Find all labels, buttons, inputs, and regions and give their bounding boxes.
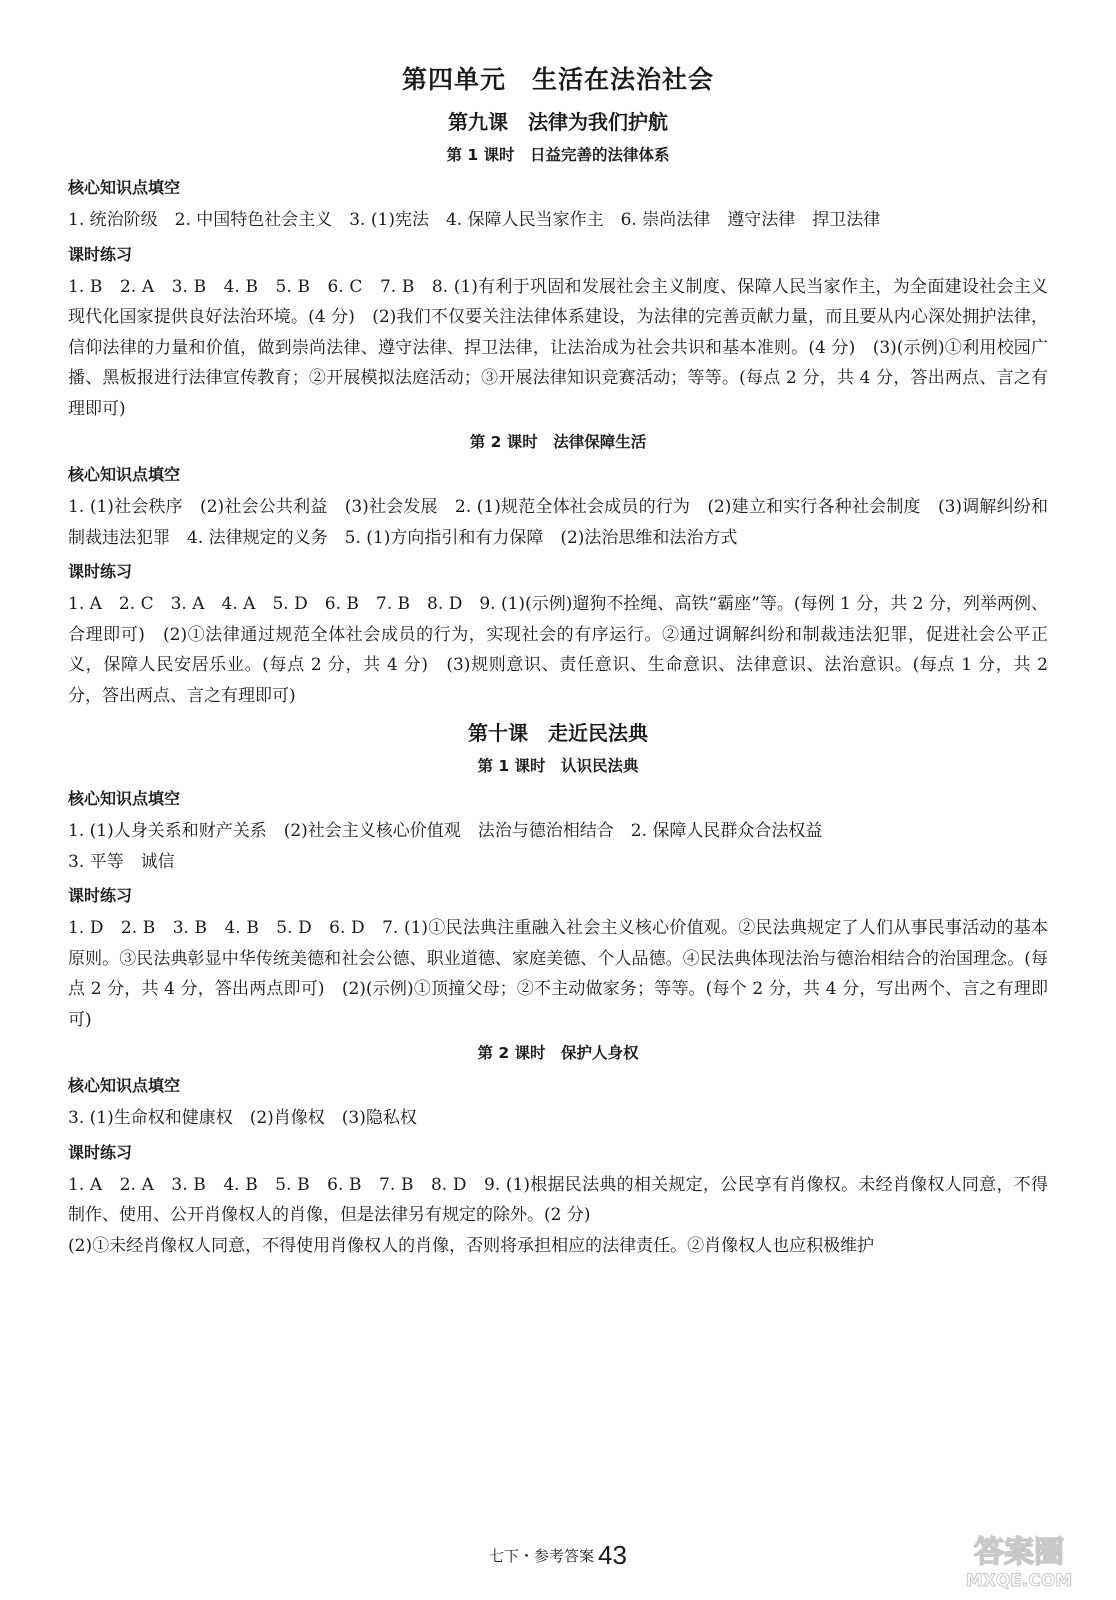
section-label: 课时练习 xyxy=(68,1142,133,1162)
watermark-top-text: 答案圈 xyxy=(974,1535,1064,1570)
answer-text: 1. A 2. A 3. B 4. B 5. B 6. B 7. B 8. D 9. (1)根据民法典的相关规定，公民享有肖像权。未经肖像权人同意，不得制作、使用、公开肖像权人的肖像，但是法律另有规定的除外。(2 分) (2)①未经肖像权人同意，不得使用肖像权人的肖像，否则将承担相应的法律责任。②肖像权人也应积极维护 xyxy=(68,1174,1048,1256)
page-number: 43 xyxy=(598,1540,627,1570)
section-label: 核心知识点填空 xyxy=(68,178,181,197)
lesson-title: 第九课 法律为我们护航 xyxy=(448,110,668,134)
answer-text: 1. B 2. A 3. B 4. B 5. B 6. C 7. B 8. (1)有利于巩固和发展社会主义制度、保障人民当家作主，为全面建设社会主义现代化国家提供良好法治环境。(4 分) (2)我们不仅要关注法律体系建设，为法律的完善贡献力量，而且要从内心深处拥护法律，信仰法律的力量和价值，做到崇尚法律、遵守法律、捍卫法律，让法治成为社会共识和基本准则。(4 分) (3)(示例)①利用校园广播、黑板报进行法律宣传教育；②开展模拟法庭活动；③开展法律知识竞赛活动；等等。(每点 2 分，共 4 分，答出两点、言之有理即可) xyxy=(68,276,1048,419)
period-title: 第 1 课时 认识民法典 xyxy=(477,757,639,775)
section-block xyxy=(68,460,1048,553)
answer-text: 1. D 2. B 3. B 4. B 5. D 6. D 7. (1)①民法典注重融入社会主义核心价值观。②民法典规定了人们从事民事活动的基本原则。③民法典彰显中华传统美德和社会公德、职业道德、家庭美德、个人品德。④民法典体现法治与德治相结合的治国理念。(每点 2 分，共 4 分，答出两点即可) (2)(示例)①顶撞父母；②不主动做家务；等等。(每个 2 分，共 4 分，写出两个、言之有理即可) xyxy=(68,918,1048,1030)
section-block xyxy=(68,173,1048,236)
answer-text: 3. (1)生命权和健康权 (2)肖像权 (3)隐私权 xyxy=(68,1108,417,1128)
section-block xyxy=(68,1071,1048,1134)
answer-page xyxy=(68,52,1054,1265)
period-title: 第 2 课时 法律保障生活 xyxy=(469,433,647,451)
section-block xyxy=(68,240,1048,425)
section-block xyxy=(68,1138,1048,1262)
watermark-logo-icon xyxy=(944,1528,1094,1592)
section-label: 课时练习 xyxy=(68,562,133,581)
section-label: 课时练习 xyxy=(68,886,133,905)
answer-text: 1. (1)社会秩序 (2)社会公共利益 (3)社会发展 2. (1)规范全体社会成员的行为 (2)建立和实行各种社会制度 (3)调解纠纷和制裁违法犯罪 4. 法律规定的义务 5. (1)方向指引和有力保障 (2)法治思维和法治方式 xyxy=(68,497,1048,548)
section-block xyxy=(68,784,1048,877)
lesson-title: 第十课 走近民法典 xyxy=(468,721,648,745)
section-block xyxy=(68,557,1054,711)
unit-title: 第四单元 生活在法治社会 xyxy=(401,65,714,94)
period-title: 第 1 课时 日益完善的法律体系 xyxy=(446,146,670,164)
section-label: 核心知识点填空 xyxy=(68,789,181,808)
section-block xyxy=(68,881,1048,1035)
section-label: 课时练习 xyxy=(68,244,133,264)
period-title: 第 2 课时 保护人身权 xyxy=(477,1044,639,1062)
answer-text: 1. 统治阶级 2. 中国特色社会主义 3. (1)宪法 4. 保障人民当家作主 6. 崇尚法律 遵守法律 捍卫法律 xyxy=(68,210,881,230)
footer-label: 七下・参考答案 xyxy=(489,1547,595,1565)
answer-text: 1. A 2. C 3. A 4. A 5. D 6. B 7. B 8. D 9. (1)(示例)遛狗不拴绳、高铁“霸座”等。(每例 1 分，共 2 分，列举两例、合理即可) (2)①法律通过规范全体社会成员的行为，实现社会的有序运行。②通过调解纠纷和制裁违法犯罪，促进社会公平正义，保障人民安居乐业。(每点 2 分，共 4 分) (3)规则意识、责任意识、生命意识、法律意识、法治意识。(每点 1 分，共 2 分，答出两点、言之有理即可) xyxy=(68,594,1054,706)
answer-text: 1. (1)人身关系和财产关系 (2)社会主义核心价值观 法治与德治相结合 2. 保障人民群众合法权益 3. 平等 诚信 xyxy=(68,821,823,872)
watermark-bottom-text: MXQE.COM xyxy=(965,1571,1073,1591)
section-label: 核心知识点填空 xyxy=(68,465,181,484)
section-label: 核心知识点填空 xyxy=(68,1076,181,1095)
